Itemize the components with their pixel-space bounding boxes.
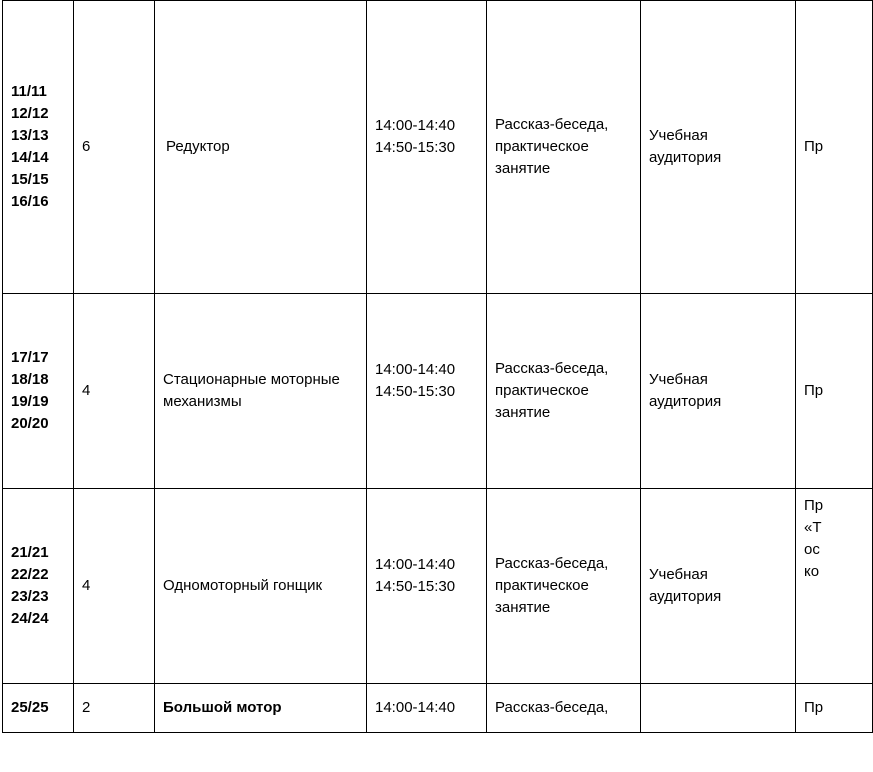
- schedule-table: [2, 0, 873, 733]
- form-line: Рассказ-беседа,: [495, 360, 609, 377]
- form-line: занятие: [495, 404, 551, 421]
- date: 12/12: [11, 105, 49, 122]
- form-line: Рассказ-беседа,: [495, 116, 609, 133]
- control-line: Пр: [804, 382, 824, 399]
- time-slot: 14:00-14:40: [375, 699, 456, 716]
- date: 20/20: [11, 415, 49, 432]
- table-row: [3, 1, 873, 294]
- form-line: занятие: [495, 599, 551, 616]
- dates-cell: [3, 684, 74, 733]
- form-line: практическое: [495, 382, 589, 399]
- date: 19/19: [11, 393, 49, 410]
- dates-cell: [3, 489, 74, 684]
- place-cell: [641, 294, 796, 489]
- topic-text: Редуктор: [166, 138, 230, 155]
- date: 24/24: [11, 610, 49, 627]
- topic-text: Стационарные моторные механизмы: [163, 371, 340, 410]
- form-line: Рассказ-беседа,: [495, 699, 609, 716]
- time-slot: 14:00-14:40: [375, 117, 456, 134]
- time-cell: [367, 1, 487, 294]
- hours-cell: 6: [74, 1, 155, 294]
- control-cell: [796, 489, 873, 684]
- topic-text: Одномоторный гонщик: [163, 577, 323, 594]
- hours-cell: 2: [74, 684, 155, 733]
- time-slot: 14:50-15:30: [375, 578, 456, 595]
- form-line: Рассказ-беседа,: [495, 555, 609, 572]
- date: 18/18: [11, 371, 49, 388]
- date: 11/11: [11, 83, 47, 100]
- hours-cell: 4: [74, 489, 155, 684]
- form-line: практическое: [495, 138, 589, 155]
- dates-cell: [3, 294, 74, 489]
- topic-cell: [155, 489, 367, 684]
- time-slot: 14:50-15:30: [375, 139, 456, 156]
- date: 23/23: [11, 588, 49, 605]
- date: 22/22: [11, 566, 49, 583]
- place-line: аудитория: [649, 149, 722, 166]
- place-cell: [641, 489, 796, 684]
- control-cell: [796, 684, 873, 733]
- table-row: [3, 684, 873, 733]
- date: 15/15: [11, 171, 49, 188]
- topic-cell: [155, 684, 367, 733]
- control-line: Пр: [804, 497, 824, 514]
- place-line: аудитория: [649, 393, 722, 410]
- lesson-form-cell: [487, 489, 641, 684]
- control-line: «Т: [804, 519, 822, 536]
- topic-cell: [155, 1, 367, 294]
- table-row: [3, 489, 873, 684]
- date: 25/25: [11, 699, 49, 716]
- date: 21/21: [11, 544, 49, 561]
- topic-cell: [155, 294, 367, 489]
- lesson-form-cell: [487, 684, 641, 733]
- table-row: [3, 294, 873, 489]
- place-line: аудитория: [649, 588, 722, 605]
- date: 17/17: [11, 349, 49, 366]
- form-line: занятие: [495, 160, 551, 177]
- place-line: Учебная: [649, 566, 708, 583]
- hours-cell: 4: [74, 294, 155, 489]
- control-cell: [796, 1, 873, 294]
- control-line: Пр: [804, 699, 824, 716]
- time-cell: [367, 684, 487, 733]
- place-line: Учебная: [649, 127, 708, 144]
- place-cell: [641, 1, 796, 294]
- dates-cell: [3, 1, 74, 294]
- place-cell: [641, 684, 796, 733]
- control-cell: [796, 294, 873, 489]
- time-slot: 14:00-14:40: [375, 556, 456, 573]
- control-line: Пр: [804, 138, 824, 155]
- place-line: Учебная: [649, 371, 708, 388]
- time-slot: 14:00-14:40: [375, 361, 456, 378]
- time-cell: [367, 294, 487, 489]
- date: 16/16: [11, 193, 49, 210]
- lesson-form-cell: [487, 294, 641, 489]
- time-cell: [367, 489, 487, 684]
- topic-text: Большой мотор: [163, 699, 282, 716]
- date: 14/14: [11, 149, 49, 166]
- control-line: ос: [804, 541, 820, 558]
- control-line: ко: [804, 563, 820, 580]
- form-line: практическое: [495, 577, 589, 594]
- time-slot: 14:50-15:30: [375, 383, 456, 400]
- date: 13/13: [11, 127, 49, 144]
- lesson-form-cell: [487, 1, 641, 294]
